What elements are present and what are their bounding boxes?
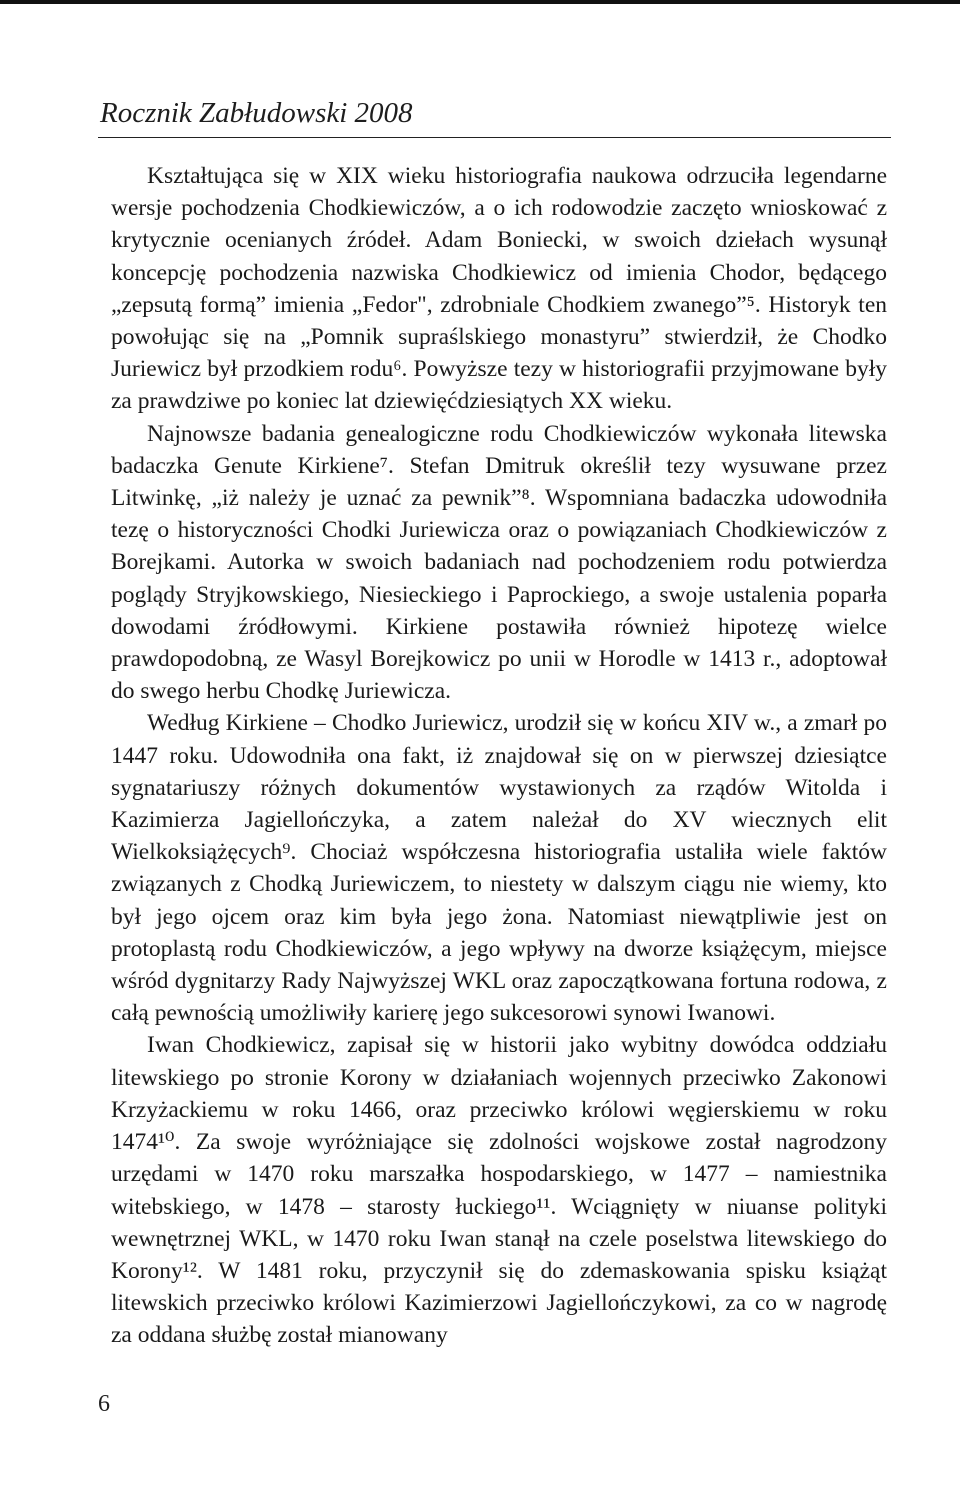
running-title: Rocznik Zabłudowski 2008 xyxy=(100,97,413,129)
paragraph: Według Kirkiene – Chodko Juriewicz, urodził się w końcu XIV w., a zmarł po 1447 roku. Udowodniła ona fakt, iż znajdował się on w pierwszej dziesiątce sygnatariuszy różnych dokumentów wystawionych za rządów Witolda i Kazimierza Jagiellończyka, a zatem należał do XV wiecznych elit Wielkoksiążęcych⁹. Chociaż współczesna historiografia ustaliła wiele faktów związanych z Chodką Juriewiczem, to niestety w dalszym ciągu nie wiemy, kto był jego ojcem oraz kim była jego żona. Natomiast niewątpliwie jest on protoplastą rodu Chodkiewiczów, a jego wpływy na dworze książęcym, miejsce wśród dygnitarzy Rady Najwyższej WKL oraz zapoczątkowana fortuna rodowa, z całą pewnością umożliwiły karierę jego sukcesorowi synowi Iwanowi. xyxy=(111,710,887,1027)
page-number: 6 xyxy=(98,1391,110,1417)
paragraph: Iwan Chodkiewicz, zapisał się w historii jako wybitny dowódca oddziału litewskiego po stronie Korony w działaniach wojennych przeciwko Zakonowi Krzyżackiemu w roku 1466, oraz przeciwko królowi węgierskiemu w roku 1474¹⁰. Za swoje wyróżniające się zdolności wojskowe został nagrodzony urzędami w 1470 roku marszałka hospodarskiego, w 1477 – namiestnika witebskiego, w 1478 – starosty łuckiego¹¹. Wciągnięty w niuanse polityki wewnętrznej WKL, w 1470 roku Iwan stanął na czele poselstwa litewskiego do Korony¹². W 1481 roku, przyczynił się do zdemaskowania spisku książąt litewskich przeciwko królowi Kazimierzowi Jagiellończykowi, za co w nagrodę za oddana służbę został mianowany xyxy=(111,1032,887,1349)
paragraph: Kształtująca się w XIX wieku historiografia naukowa odrzuciła legendarne wersje pochodzenia Chodkiewiczów, a o ich rodowodzie zaczęto wnioskować z krytycznie ocenianych źródeł. Adam Boniecki, w swoich dziełach wysunął koncepcję pochodzenia nazwiska Chodkiewicz od imienia Chodor, będącego „zepsutą formą” imienia „Fedor", zdrobniale Chodkiem zwanego”⁵. Historyk ten powołując się na „Pomnik supraślskiego monastyru” stwierdził, że Chodko Juriewicz był przodkiem rodu⁶. Powyższe tezy w historiografii przyjmowane były za prawdziwe po koniec lat dziewięćdziesiątych XX wieku. xyxy=(111,163,887,415)
running-header xyxy=(98,92,891,138)
paragraph: Najnowsze badania genealogiczne rodu Chodkiewiczów wykonała litewska badaczka Genute Kirkiene⁷. Stefan Dmitruk określił tezy wysuwane przez Litwinkę, „iż należy je uznać za pewnik”⁸. Wspomniana badaczka udowodniła tezę o historyczności Chodki Juriewicza oraz o powiązaniach Chodkiewiczów z Borejkami. Autorka w swoich badaniach nad pochodzeniem rodu potwierdza poglądy Stryjkowskiego, Niesieckiego i Paprockiego, a swoje ustalenia poparła dowodami źródłowymi. Kirkiene postawiła również hipotezę wielce prawdopodobną, ze Wasyl Borejkowicz po unii w Horodle w 1413 r., adoptował do swego herbu Chodkę Juriewicza. xyxy=(111,420,887,705)
article-body xyxy=(111,160,887,1352)
page-top-edge xyxy=(0,0,960,4)
